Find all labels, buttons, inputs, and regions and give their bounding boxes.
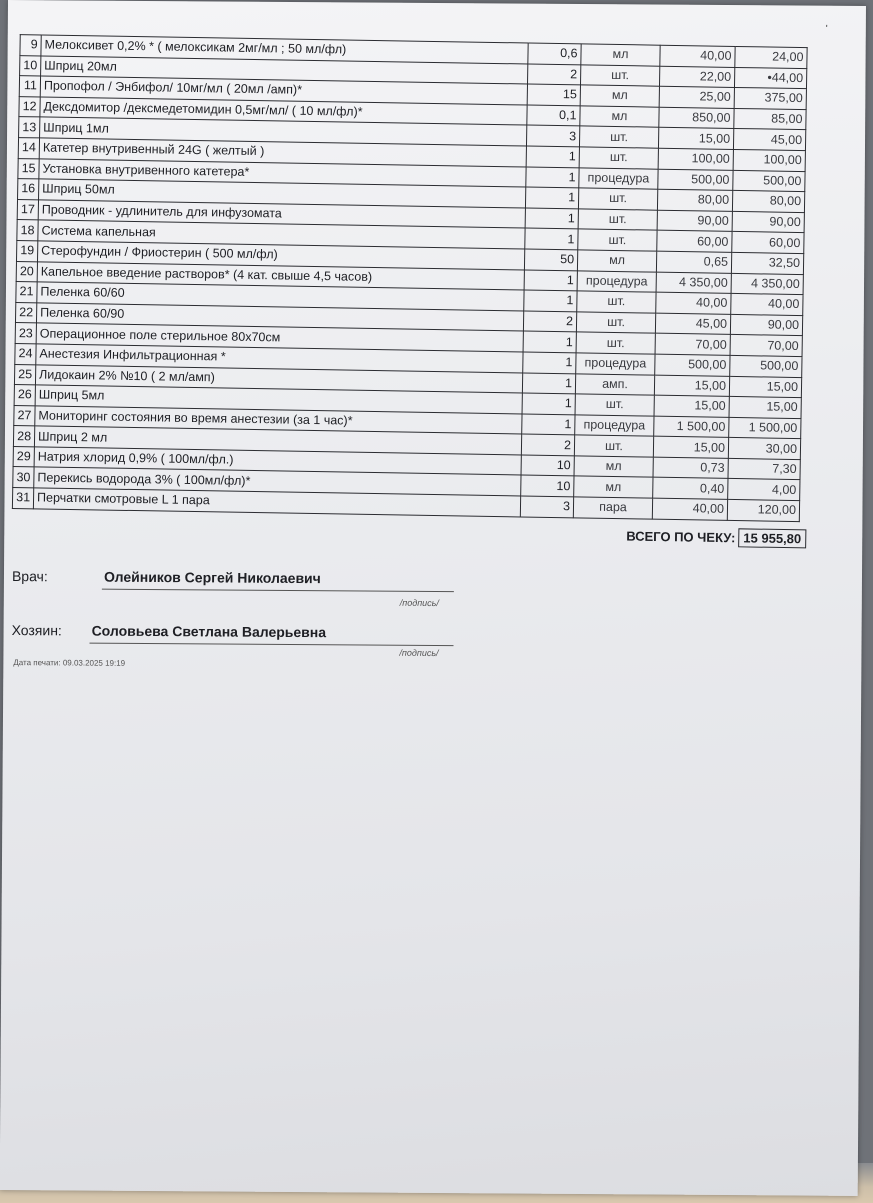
item-unit: шт.	[580, 64, 659, 86]
doctor-signature-block	[12, 568, 462, 611]
item-name: Катетер внутривенный 24G ( желтый )	[39, 138, 526, 167]
item-name: Пропофол / Энбифол/ 10мг/мл ( 20мл /амп)*	[40, 76, 527, 105]
row-number: 18	[17, 220, 38, 241]
item-name: Операционное поле стерильное 80x70см	[36, 323, 523, 352]
item-price: 40,00	[660, 45, 735, 67]
item-unit: шт.	[579, 147, 658, 169]
item-quantity: 10	[521, 455, 574, 476]
item-name: Перекись водорода 3% ( 100мл/фл)*	[34, 467, 521, 496]
item-sum: 60,00	[732, 232, 804, 254]
item-sum: 32,50	[731, 252, 803, 274]
item-name: Капельное введение растворов* (4 кат. свыше 4,5 часов)	[37, 261, 524, 290]
item-sum: 15,00	[729, 376, 801, 398]
item-quantity: 50	[524, 249, 577, 270]
item-price: 90,00	[657, 210, 732, 232]
item-name: Дексдомитор /дексмедетомидин 0,5мг/мл/ ( 10 мл/фл)*	[40, 97, 527, 126]
item-price: 15,00	[654, 395, 729, 417]
item-quantity: 0,1	[527, 105, 580, 126]
item-price: 40,00	[656, 292, 731, 314]
item-unit: мл	[581, 44, 660, 66]
row-number: 15	[18, 158, 39, 179]
item-name: Проводник - удлинитель для инфузомата	[38, 200, 525, 229]
item-unit: шт.	[575, 394, 654, 416]
item-quantity: 1	[526, 167, 579, 188]
row-number: 9	[20, 35, 41, 56]
row-number: 29	[13, 446, 34, 467]
item-unit: шт.	[578, 209, 657, 231]
item-unit: процедура	[575, 415, 654, 437]
item-price: 0,65	[656, 251, 731, 273]
item-quantity: 1	[526, 146, 579, 167]
row-number: 14	[18, 138, 39, 159]
corner-mark: '	[825, 23, 828, 35]
item-quantity: 3	[520, 496, 573, 517]
item-sum: 40,00	[731, 294, 803, 316]
item-unit: амп.	[575, 373, 654, 395]
row-number: 10	[20, 55, 41, 76]
row-number: 25	[14, 364, 35, 385]
item-price: 1 500,00	[654, 416, 729, 438]
row-number: 30	[13, 467, 34, 488]
item-price: 25,00	[659, 86, 734, 108]
row-number: 12	[19, 96, 40, 117]
item-price: 0,40	[653, 478, 728, 500]
item-price: 45,00	[655, 313, 730, 335]
item-quantity: 1	[525, 228, 578, 249]
row-number: 19	[16, 241, 37, 262]
item-name: Шприц 20мл	[41, 56, 528, 85]
item-name: Анестезия Инфильтрационная *	[36, 344, 523, 373]
item-quantity: 1	[522, 393, 575, 414]
item-name: Шприц 1мл	[40, 117, 527, 146]
item-quantity: 3	[526, 125, 579, 146]
item-sum: 70,00	[730, 335, 802, 357]
item-quantity: 2	[523, 311, 576, 332]
item-quantity: 10	[521, 475, 574, 496]
item-sum: 500,00	[730, 355, 802, 377]
print-date: Дата печати: 09.03.2025 19:19	[13, 658, 126, 668]
item-name: Система капельная	[38, 220, 525, 249]
item-name: Натрия хлорид 0,9% ( 100мл/фл.)	[34, 447, 521, 476]
item-sum: 45,00	[733, 129, 805, 151]
item-unit: шт.	[574, 435, 653, 457]
item-quantity: 1	[523, 331, 576, 352]
item-sum: 7,30	[728, 458, 800, 480]
item-price: 22,00	[659, 66, 734, 88]
total-value: 15 955,80	[738, 528, 806, 548]
item-unit: шт.	[576, 332, 655, 354]
total-label: ВСЕГО ПО ЧЕКУ:	[626, 528, 736, 546]
row-number: 27	[14, 405, 35, 426]
row-number: 16	[18, 179, 39, 200]
doctor-label: Врач:	[11, 568, 48, 585]
row-number: 20	[16, 261, 37, 282]
item-price: 0,73	[653, 457, 728, 479]
owner-label: Хозяин:	[11, 622, 62, 639]
item-unit: процедура	[579, 167, 658, 189]
item-unit: пара	[573, 497, 652, 519]
doctor-signature-line	[102, 589, 454, 592]
item-name: Установка внутривенного катетера*	[39, 158, 526, 187]
item-sum: 1 500,00	[729, 417, 801, 439]
item-name: Перчатки смотровые L 1 пара	[33, 488, 520, 517]
item-unit: шт.	[579, 126, 658, 148]
item-name: Мониторинг состояния во время анестезии (за 1 час)*	[35, 406, 522, 435]
row-number: 13	[19, 117, 40, 138]
item-quantity: 1	[524, 270, 577, 291]
item-quantity: 2	[521, 434, 574, 455]
item-unit: мл	[580, 85, 659, 107]
item-sum: 24,00	[735, 46, 807, 68]
item-name: Шприц 2 мл	[34, 426, 521, 455]
item-unit: процедура	[576, 353, 655, 375]
item-sum: •44,00	[734, 67, 806, 89]
item-quantity: 1	[525, 208, 578, 229]
item-name: Стерофундин / Фриостерин ( 500 мл/фл)	[37, 241, 524, 270]
item-sum: 90,00	[732, 211, 804, 233]
item-price: 4 350,00	[656, 272, 731, 294]
item-price: 850,00	[659, 107, 734, 129]
item-quantity: 15	[527, 84, 580, 105]
item-price: 500,00	[658, 169, 733, 191]
item-name: Пеленка 60/60	[37, 282, 524, 311]
owner-name: Соловьева Светлана Валерьевна	[91, 622, 327, 641]
item-sum: 100,00	[733, 149, 805, 171]
item-unit: шт.	[577, 291, 656, 313]
item-sum: 90,00	[730, 314, 802, 336]
item-unit: мл	[574, 456, 653, 478]
item-name: Лидокаин 2% №10 ( 2 мл/амп)	[35, 364, 522, 393]
item-quantity: 1	[522, 414, 575, 435]
item-name: Мелоксивет 0,2% * ( мелоксикам 2мг/мл ; 50 мл/фл)	[41, 35, 528, 64]
total-row	[626, 527, 806, 549]
item-unit: процедура	[577, 270, 656, 292]
row-number: 26	[14, 385, 35, 406]
row-number: 22	[15, 302, 36, 323]
doctor-name: Олейников Сергей Николаевич	[103, 568, 321, 587]
item-quantity: 0,6	[528, 43, 581, 64]
item-name: Пеленка 60/90	[36, 303, 523, 332]
item-sum: 375,00	[734, 88, 806, 110]
item-price: 60,00	[657, 231, 732, 253]
row-number: 23	[15, 323, 36, 344]
item-quantity: 1	[523, 352, 576, 373]
item-unit: шт.	[576, 312, 655, 334]
item-sum: 4,00	[728, 479, 800, 501]
item-quantity: 2	[528, 64, 581, 85]
item-quantity: 1	[525, 187, 578, 208]
row-number: 31	[12, 488, 33, 509]
item-price: 100,00	[658, 148, 733, 170]
item-price: 15,00	[654, 375, 729, 397]
item-sum: 80,00	[732, 191, 804, 213]
item-sum: 120,00	[727, 499, 799, 521]
item-price: 80,00	[657, 189, 732, 211]
owner-signature-note: /подпись/	[399, 647, 439, 659]
item-unit: шт.	[578, 188, 657, 210]
item-sum: 15,00	[729, 396, 801, 418]
owner-signature-line	[90, 643, 454, 647]
row-number: 28	[13, 426, 34, 447]
doctor-signature-note: /подпись/	[399, 597, 439, 609]
item-name: Шприц 50мл	[39, 179, 526, 208]
item-price: 70,00	[655, 333, 730, 355]
item-price: 40,00	[652, 498, 727, 520]
item-price: 500,00	[655, 354, 730, 376]
row-number: 21	[16, 282, 37, 303]
item-unit: шт.	[578, 229, 657, 251]
row-number: 24	[15, 343, 36, 364]
item-unit: мл	[574, 476, 653, 498]
item-quantity: 1	[522, 372, 575, 393]
items-table-body	[12, 35, 807, 522]
item-sum: 500,00	[733, 170, 805, 192]
item-unit: мл	[580, 106, 659, 128]
row-number: 17	[17, 199, 38, 220]
item-name: Шприц 5мл	[35, 385, 522, 414]
items-table	[12, 34, 808, 522]
item-price: 15,00	[653, 436, 728, 458]
item-sum: 85,00	[734, 108, 806, 130]
item-sum: 4 350,00	[731, 273, 803, 295]
item-price: 15,00	[658, 128, 733, 150]
item-sum: 30,00	[728, 438, 800, 460]
item-quantity: 1	[524, 290, 577, 311]
item-unit: мл	[577, 250, 656, 272]
row-number: 11	[19, 76, 40, 97]
